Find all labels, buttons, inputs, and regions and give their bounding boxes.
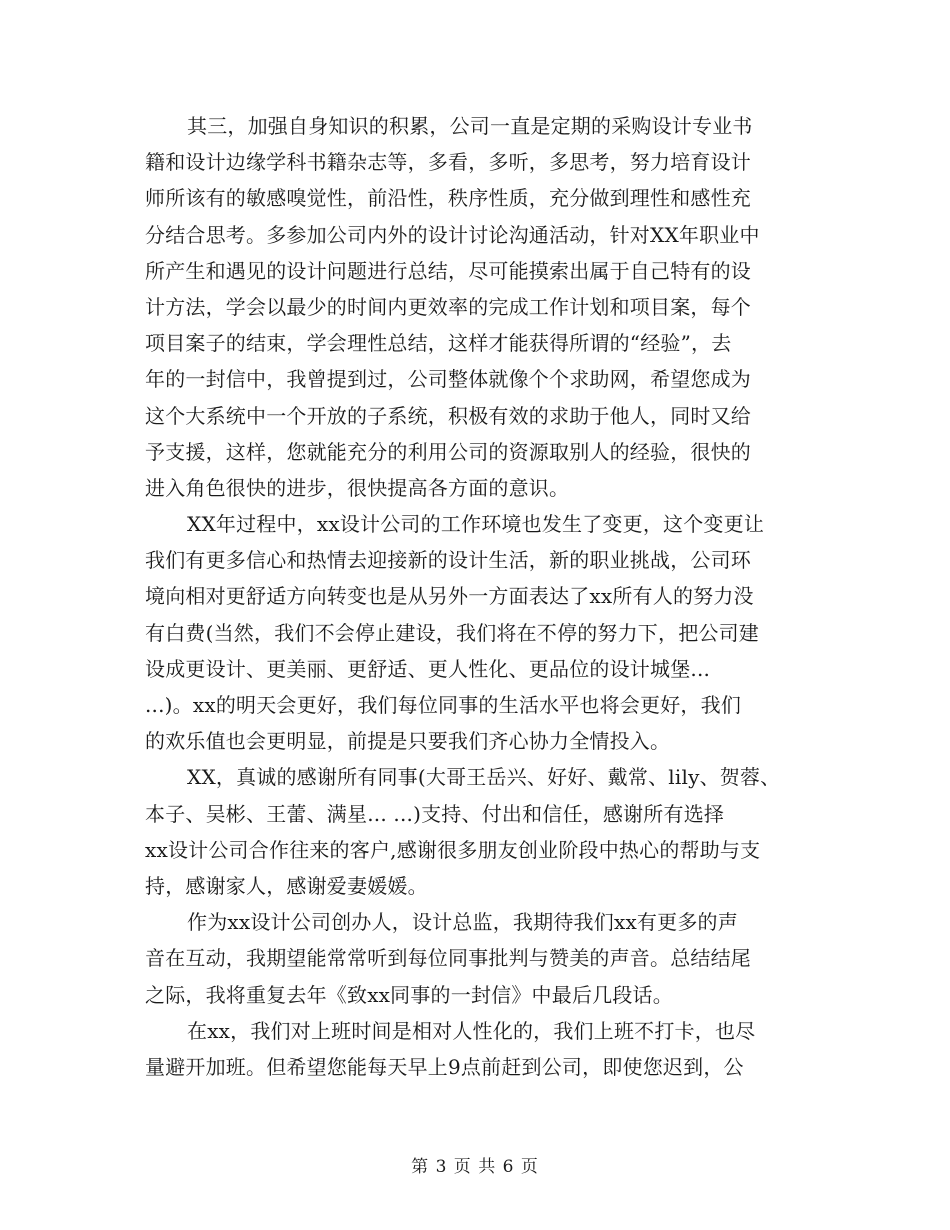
text-line: 之际，我将重复去年《致xx同事的一封信》中最后几段话。 [145,982,673,1007]
paragraph-first-line: XX，真诚的感谢所有同事(大哥王岳兴、好好、戴常、lily、贺蓉、 [187,765,781,790]
text-line: ...)。xx的明天会更好，我们每位同事的生活水平也将会更好，我们 [145,693,742,717]
paragraph-first-line: 其三，加强自身知识的积累，公司一直是定期的采购设计专业书 [187,114,753,138]
paragraph-first-line: XX年过程中，xx设计公司的工作环境也发生了变更，这个变更让 [187,512,765,537]
text-line: 予支援，这样，您就能充分的利用公司的资源取别人的经验，很快的 [145,439,751,464]
text-line: xx设计公司合作往来的客户,感谢很多朋友创业阶段中热心的帮助与支 [145,837,761,862]
text-line: 这个大系统中一个开放的子系统，积极有效的求助于他人，同时又给 [145,403,751,428]
text-line: 音在互动，我期望能常常听到每位同事批判与赞美的声音。总结结尾 [145,946,751,971]
text-line: 的欢乐值也会更明显，前提是只要我们齐心协力全情投入。 [145,729,671,754]
paragraph-first-line: 作为xx设计公司创办人，设计总监，我期待我们xx有更多的声 [187,910,738,935]
document-body [145,108,825,1085]
text-line: 本子、吴彬、王蕾、满星... ...)支持、付出和信任，感谢所有选择 [145,801,725,826]
text-line: 计方法，学会以最少的时间内更效率的完成工作计划和项目案，每个 [145,294,751,319]
paragraph-first-line: 在xx，我们对上班时间是相对人性化的，我们上班不打卡，也尽 [187,1018,756,1043]
text-line: 有白费(当然，我们不会停止建设，我们将在不停的努力下，把公司建 [145,620,760,645]
text-line: 持，感谢家人，感谢爱妻媛媛。 [145,873,428,898]
text-line: 所产生和遇见的设计问题进行总结，尽可能摸索出属于自己特有的设 [145,258,751,283]
text-line: 分结合思考。多参加公司内外的设计讨论沟通活动，针对XX年职业中 [145,222,760,247]
text-line: 年的一封信中，我曾提到过，公司整体就像个个求助网，希望您成为 [145,367,751,392]
text-line: 进入角色很快的进步，很快提高各方面的意识。 [145,475,570,500]
text-line: 籍和设计边缘学科书籍杂志等，多看，多听，多思考，努力培育设计 [145,150,751,175]
text-line: 境向相对更舒适方向转变也是从另外一方面表达了xx所有人的努力没 [145,584,754,609]
page-number-footer: 第 3 页 共 6 页 [411,1157,539,1177]
text-line: 我们有更多信心和热情去迎接新的设计生活，新的职业挑战，公司环 [145,548,751,573]
text-line: 设成更设计、更美丽、更舒适、更人性化、更品位的设计城堡... [145,656,711,681]
text-line: 项目案子的结束，学会理性总结，这样才能获得所谓的“经验”，去 [145,331,732,356]
text-line: 师所该有的敏感嗅觉性，前沿性，秩序性质，充分做到理性和感性充 [145,186,751,211]
text-line: 量避开加班。但希望您能每天早上9点前赶到公司，即使您迟到，公 [145,1054,744,1079]
